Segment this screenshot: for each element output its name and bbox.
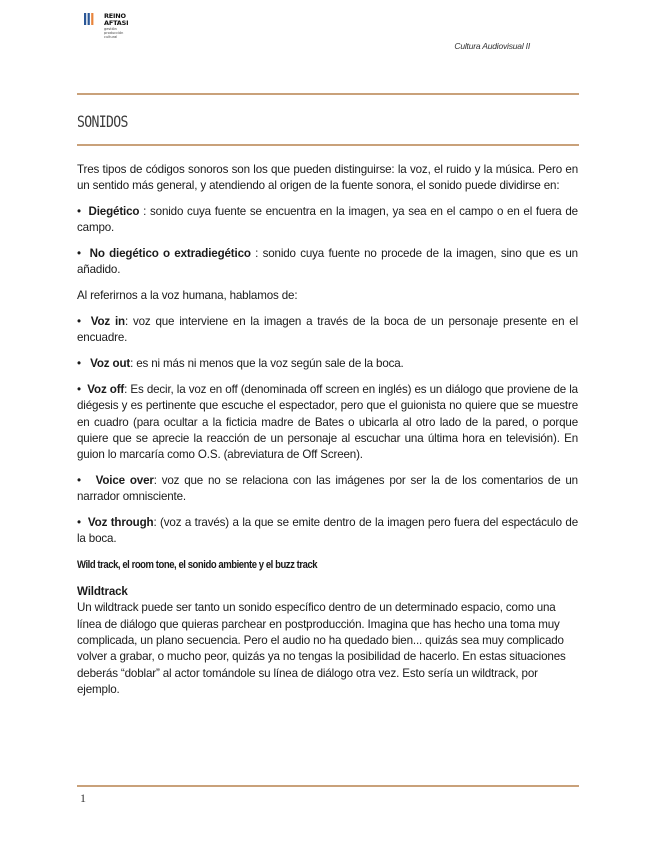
- voice-item-through: [77, 515, 578, 548]
- title-divider: [77, 144, 579, 146]
- definition: : es ni más ni menos que la voz según sale de la boca.: [130, 357, 404, 371]
- definition: : voz que no se relaciona con las imágenes por ser la de los comentarios de un narrador omnisciente.: [77, 473, 578, 504]
- term: Voz in: [90, 315, 125, 329]
- definition: : (voz a través) a la que se emite dentro de la imagen pero fuera del espectáculo de la boca.: [77, 516, 578, 546]
- section-title: SONIDOS: [77, 112, 128, 131]
- term: Voz through: [87, 516, 154, 530]
- diegetic-item: [77, 204, 578, 237]
- bullet: •: [77, 315, 81, 329]
- term: Voz out: [90, 357, 131, 371]
- bullet: •: [77, 205, 81, 219]
- term: No diegético o extradiegético: [89, 247, 251, 261]
- wildtrack-paragraph: Un wildtrack puede ser tanto un sonido específico dentro de un determinado espacio, como una línea de diálogo que quieras parchear en postproducción. Imagina que has hecho una toma muy complicada, un plano secuencia. Pero el audio no ha quedado bien... quizás sea muy complicado volver a grabar, o mucho peor, quizás ya no tengas la posibilidad de hacerlo. En estas situaciones deberás “doblar” al actor tomándole su línea de diálogo otra vez. Esto sería un wildtrack, por ejemplo.: [77, 601, 566, 696]
- term: Diegético: [88, 205, 140, 219]
- bullet: •: [77, 382, 81, 396]
- logo-line-5: cultural: [104, 35, 118, 39]
- definition: : Es decir, la voz en off (denominada off screen en inglés) es un diálogo que proviene de la diégesis y es pertinente que escuche el espectador, pero que el guionista no quiere que se muestre en cuadro (para ocultar a la ficticia madre de Bates o ubicarla al otro lado de la pared, o porque quiere que se aprecie la reacción de un personaje al escuchar una última hora en televisión). En guion lo marcaría como O.S. (abreviatura de Off Screen).: [77, 382, 578, 462]
- voice-item-in: [77, 314, 578, 347]
- main-content: [77, 162, 578, 708]
- logo-line-4: producción: [104, 31, 124, 35]
- header-document-title: Cultura Audiovisual II: [454, 41, 530, 51]
- subsection-heading: Wild track, el room tone, el sonido ambiente y el buzz track: [77, 559, 318, 572]
- bullet: •: [77, 247, 81, 261]
- bullet: •: [77, 357, 81, 371]
- logo-line-1: REINO: [104, 12, 126, 20]
- definition: : sonido cuya fuente se encuentra en la imagen, ya sea en el campo o en el fuera de campo.: [77, 205, 578, 235]
- wildtrack-heading: Wildtrack: [77, 585, 128, 599]
- logo-bars-icon: [84, 12, 102, 26]
- page-number: 1: [80, 791, 86, 805]
- voice-item-off: [77, 382, 578, 463]
- definition: : voz que interviene en la imagen a través de la boca de un personaje presente en el encuadre.: [77, 315, 579, 345]
- definition: : sonido cuya fuente no procede de la imagen, sino que es un añadido.: [77, 247, 578, 277]
- reino-aftasi-logo: [84, 12, 144, 48]
- non-diegetic-item: [77, 246, 578, 279]
- top-divider: [77, 93, 579, 95]
- bullet: •: [77, 473, 81, 487]
- logo-wordmark: [104, 13, 144, 39]
- logo-line-2: AFTASI: [104, 19, 129, 27]
- bullet: •: [77, 516, 81, 530]
- term: Voz off: [87, 382, 125, 396]
- voice-item-out: [77, 356, 578, 372]
- logo-line-3: gestión: [104, 27, 117, 31]
- term: Voice over: [95, 473, 154, 487]
- intro-paragraph: Tres tipos de códigos sonoros son los que pueden distinguirse: la voz, el ruido y la música. Pero en un sentido más general, y atendiendo al origen de la fuente sonora, el sonido puede dividirse en:: [77, 163, 578, 193]
- footer-divider: [77, 785, 579, 787]
- voice-item-over: [77, 473, 578, 506]
- voice-intro: Al referirnos a la voz humana, hablamos de:: [77, 289, 298, 303]
